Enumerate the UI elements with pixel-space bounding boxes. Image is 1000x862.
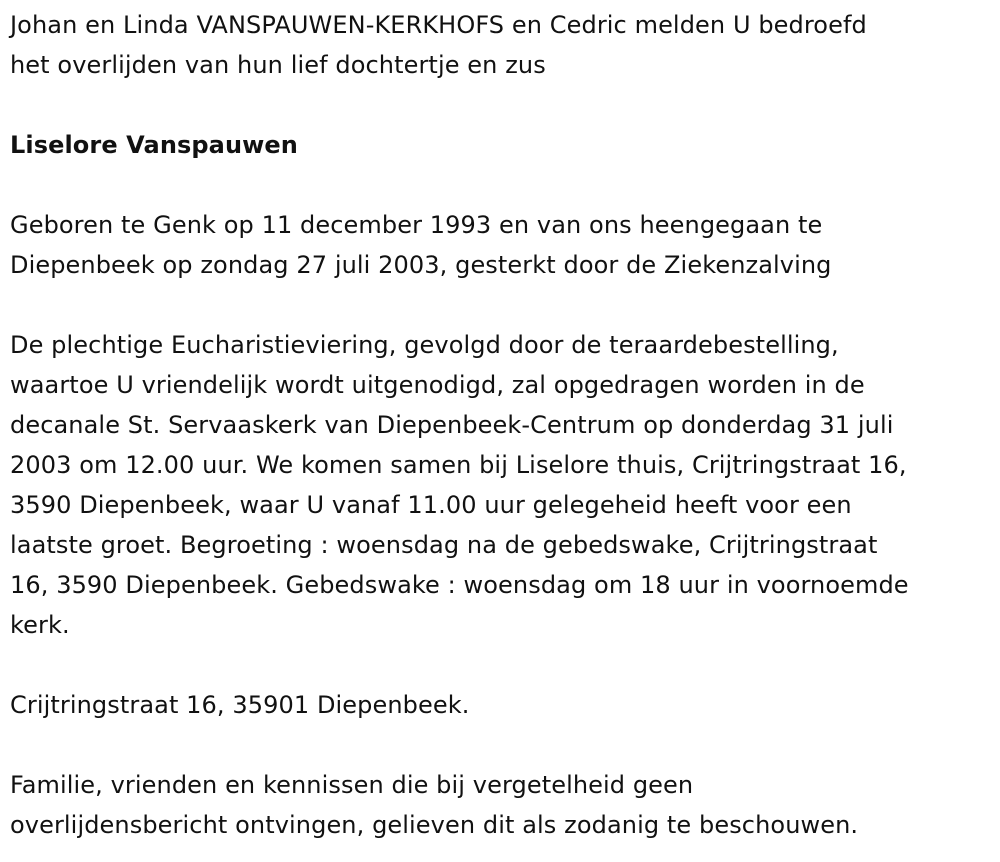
ceremony-line-7: 16, 3590 Diepenbeek. Gebedswake : woensdag om 18 uur in voornoemde [10,571,909,599]
ceremony-line-8: kerk. [10,611,70,639]
ceremony-line-5: 3590 Diepenbeek, waar U vanaf 11.00 uur gelegeheid heeft voor een [10,491,852,519]
closing-line-2: overlijdensbericht ontvingen, gelieven dit als zodanig te beschouwen. [10,811,859,839]
ceremony-line-3: decanale St. Servaaskerk van Diepenbeek-Centrum op donderdag 31 juli [10,411,894,439]
ceremony-line-4: 2003 om 12.00 uur. We komen samen bij Liselore thuis, Crijtringstraat 16, [10,451,907,479]
ceremony-line-1: De plechtige Eucharistieviering, gevolgd door de teraardebestelling, [10,331,839,359]
deceased-name: Liselore Vanspauwen [10,131,298,159]
ceremony-line-2: waartoe U vriendelijk wordt uitgenodigd, zal opgedragen worden in de [10,371,865,399]
ceremony-line-6: laatste groet. Begroeting : woensdag na de gebedswake, Crijtringstraat [10,531,878,559]
birth-death-line-2: Diepenbeek op zondag 27 juli 2003, gesterkt door de Ziekenzalving [10,251,832,279]
birth-death-line-1: Geboren te Genk op 11 december 1993 en van ons heengegaan te [10,211,823,239]
closing-line-1: Familie, vrienden en kennissen die bij vergetelheid geen [10,771,694,799]
intro-line-2: het overlijden van hun lief dochtertje en zus [10,51,546,79]
intro-line-1: Johan en Linda VANSPAUWEN-KERKHOFS en Cedric melden U bedroefd [10,11,867,39]
address-line: Crijtringstraat 16, 35901 Diepenbeek. [10,691,470,719]
